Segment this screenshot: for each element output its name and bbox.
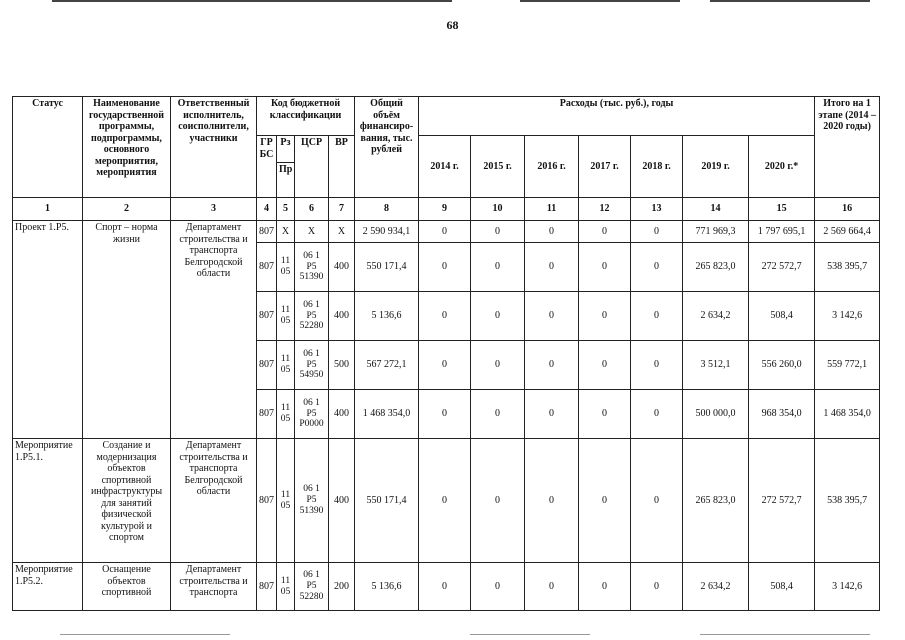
y2020-cell: 968 354,0 bbox=[749, 390, 815, 439]
header-year: 2014 г. bbox=[419, 136, 471, 198]
y2017-cell: 0 bbox=[579, 563, 631, 611]
y2020-cell: 508,4 bbox=[749, 563, 815, 611]
status-cell: Мероприятие 1.Р5.2. bbox=[13, 563, 83, 611]
vr-cell: 400 bbox=[329, 439, 355, 563]
y2016-cell: 0 bbox=[525, 439, 579, 563]
scan-edge-line bbox=[60, 634, 230, 635]
y2016-cell: 0 bbox=[525, 292, 579, 341]
y2015-cell: 0 bbox=[471, 243, 525, 292]
status-cell: Мероприятие 1.Р5.1. bbox=[13, 439, 83, 563]
y2019-cell: 265 823,0 bbox=[683, 439, 749, 563]
scan-edge-line bbox=[52, 0, 452, 2]
y2018-cell: 0 bbox=[631, 221, 683, 243]
y2014-cell: 0 bbox=[419, 563, 471, 611]
csr-cell: 06 1 Р5 Р0000 bbox=[295, 390, 329, 439]
total-cell: 1 468 354,0 bbox=[355, 390, 419, 439]
stage-total-cell: 2 569 664,4 bbox=[815, 221, 880, 243]
column-number: 5 bbox=[277, 198, 295, 221]
responsible-cell: Департамент строительства и транспорта Белгородской области bbox=[171, 221, 257, 439]
y2016-cell: 0 bbox=[525, 221, 579, 243]
name-cell: Спорт – норма жизни bbox=[83, 221, 171, 439]
y2017-cell: 0 bbox=[579, 439, 631, 563]
header-vr: ВР bbox=[329, 136, 355, 198]
y2015-cell: 0 bbox=[471, 563, 525, 611]
table-row bbox=[13, 563, 880, 611]
csr-cell: 06 1 Р5 51390 bbox=[295, 439, 329, 563]
header-grbs: ГР БС bbox=[257, 136, 277, 198]
y2017-cell: 0 bbox=[579, 341, 631, 390]
column-number: 1 bbox=[13, 198, 83, 221]
responsible-cell: Департамент строительства и транспорта Белгородской области bbox=[171, 439, 257, 563]
y2017-cell: 0 bbox=[579, 243, 631, 292]
total-cell: 5 136,6 bbox=[355, 563, 419, 611]
table-row bbox=[13, 439, 880, 563]
scan-edge-line bbox=[470, 634, 590, 635]
rz-cell: 11 05 bbox=[277, 563, 295, 611]
header-budget-code: Код бюджетной классификации bbox=[257, 97, 355, 136]
y2015-cell: 0 bbox=[471, 292, 525, 341]
grbs-cell: 807 bbox=[257, 221, 277, 243]
y2019-cell: 3 512,1 bbox=[683, 341, 749, 390]
y2020-cell: 272 572,7 bbox=[749, 243, 815, 292]
y2018-cell: 0 bbox=[631, 292, 683, 341]
name-cell: Оснащение объектов спортивной bbox=[83, 563, 171, 611]
rz-cell: 11 05 bbox=[277, 341, 295, 390]
grbs-cell: 807 bbox=[257, 390, 277, 439]
y2016-cell: 0 bbox=[525, 563, 579, 611]
y2020-cell: 1 797 695,1 bbox=[749, 221, 815, 243]
header-status: Статус bbox=[13, 97, 83, 198]
y2018-cell: 0 bbox=[631, 439, 683, 563]
header-name: Наименование государственной программы, подпрограммы, основного мероприятия, мероприятия bbox=[83, 97, 171, 198]
rz-cell: 11 05 bbox=[277, 390, 295, 439]
column-number: 15 bbox=[749, 198, 815, 221]
csr-cell: X bbox=[295, 221, 329, 243]
y2018-cell: 0 bbox=[631, 390, 683, 439]
column-number: 14 bbox=[683, 198, 749, 221]
vr-cell: 400 bbox=[329, 243, 355, 292]
y2020-cell: 272 572,7 bbox=[749, 439, 815, 563]
scan-edge-line bbox=[700, 634, 870, 635]
table-row bbox=[13, 221, 880, 243]
header-pr: Пр bbox=[277, 163, 295, 198]
y2018-cell: 0 bbox=[631, 563, 683, 611]
column-number: 3 bbox=[171, 198, 257, 221]
rz-cell: 11 05 bbox=[277, 243, 295, 292]
grbs-cell: 807 bbox=[257, 439, 277, 563]
total-cell: 550 171,4 bbox=[355, 439, 419, 563]
page-number: 68 bbox=[446, 18, 459, 32]
grbs-cell: 807 bbox=[257, 563, 277, 611]
grbs-cell: 807 bbox=[257, 292, 277, 341]
y2020-cell: 508,4 bbox=[749, 292, 815, 341]
total-cell: 567 272,1 bbox=[355, 341, 419, 390]
column-number: 9 bbox=[419, 198, 471, 221]
column-number: 12 bbox=[579, 198, 631, 221]
header-year: 2019 г. bbox=[683, 136, 749, 198]
header-rz: Рз bbox=[277, 136, 295, 163]
y2016-cell: 0 bbox=[525, 341, 579, 390]
header-csr: ЦСР bbox=[295, 136, 329, 198]
grbs-cell: 807 bbox=[257, 341, 277, 390]
header-year: 2018 г. bbox=[631, 136, 683, 198]
column-number: 4 bbox=[257, 198, 277, 221]
vr-cell: 400 bbox=[329, 292, 355, 341]
y2018-cell: 0 bbox=[631, 243, 683, 292]
stage-total-cell: 3 142,6 bbox=[815, 563, 880, 611]
y2017-cell: 0 bbox=[579, 390, 631, 439]
stage-total-cell: 3 142,6 bbox=[815, 292, 880, 341]
y2019-cell: 2 634,2 bbox=[683, 292, 749, 341]
header-expenses: Расходы (тыс. руб.), годы bbox=[419, 97, 815, 136]
budget-table bbox=[12, 96, 880, 611]
header-responsible: Ответственный исполнитель, соисполнители, участники bbox=[171, 97, 257, 198]
header-year: 2015 г. bbox=[471, 136, 525, 198]
rz-cell: 11 05 bbox=[277, 439, 295, 563]
header-year: 2017 г. bbox=[579, 136, 631, 198]
y2014-cell: 0 bbox=[419, 341, 471, 390]
y2018-cell: 0 bbox=[631, 341, 683, 390]
rz-cell: 11 05 bbox=[277, 292, 295, 341]
csr-cell: 06 1 Р5 51390 bbox=[295, 243, 329, 292]
column-number: 16 bbox=[815, 198, 880, 221]
y2015-cell: 0 bbox=[471, 390, 525, 439]
vr-cell: 500 bbox=[329, 341, 355, 390]
scan-edge-line bbox=[520, 0, 680, 2]
y2015-cell: 0 bbox=[471, 221, 525, 243]
header-total: Общий объём финансиро-вания, тыс. рублей bbox=[355, 97, 419, 198]
header-stage-total: Итого на 1 этапе (2014 – 2020 годы) bbox=[815, 97, 880, 198]
y2017-cell: 0 bbox=[579, 292, 631, 341]
total-cell: 550 171,4 bbox=[355, 243, 419, 292]
vr-cell: X bbox=[329, 221, 355, 243]
column-number: 13 bbox=[631, 198, 683, 221]
column-number: 6 bbox=[295, 198, 329, 221]
column-number: 8 bbox=[355, 198, 419, 221]
y2015-cell: 0 bbox=[471, 439, 525, 563]
header-year: 2016 г. bbox=[525, 136, 579, 198]
y2014-cell: 0 bbox=[419, 292, 471, 341]
stage-total-cell: 1 468 354,0 bbox=[815, 390, 880, 439]
total-cell: 2 590 934,1 bbox=[355, 221, 419, 243]
vr-cell: 400 bbox=[329, 390, 355, 439]
status-cell: Проект 1.Р5. bbox=[13, 221, 83, 439]
y2019-cell: 2 634,2 bbox=[683, 563, 749, 611]
column-number: 7 bbox=[329, 198, 355, 221]
stage-total-cell: 559 772,1 bbox=[815, 341, 880, 390]
column-number: 2 bbox=[83, 198, 171, 221]
vr-cell: 200 bbox=[329, 563, 355, 611]
rz-cell: X bbox=[277, 221, 295, 243]
csr-cell: 06 1 Р5 54950 bbox=[295, 341, 329, 390]
y2019-cell: 500 000,0 bbox=[683, 390, 749, 439]
y2014-cell: 0 bbox=[419, 439, 471, 563]
csr-cell: 06 1 Р5 52280 bbox=[295, 292, 329, 341]
grbs-cell: 807 bbox=[257, 243, 277, 292]
y2014-cell: 0 bbox=[419, 243, 471, 292]
stage-total-cell: 538 395,7 bbox=[815, 243, 880, 292]
y2015-cell: 0 bbox=[471, 341, 525, 390]
scan-edge-line bbox=[710, 0, 870, 2]
y2019-cell: 771 969,3 bbox=[683, 221, 749, 243]
column-number: 10 bbox=[471, 198, 525, 221]
y2020-cell: 556 260,0 bbox=[749, 341, 815, 390]
total-cell: 5 136,6 bbox=[355, 292, 419, 341]
y2019-cell: 265 823,0 bbox=[683, 243, 749, 292]
csr-cell: 06 1 Р5 52280 bbox=[295, 563, 329, 611]
y2016-cell: 0 bbox=[525, 243, 579, 292]
header-year: 2020 г.* bbox=[749, 136, 815, 198]
y2017-cell: 0 bbox=[579, 221, 631, 243]
y2014-cell: 0 bbox=[419, 390, 471, 439]
y2016-cell: 0 bbox=[525, 390, 579, 439]
responsible-cell: Департамент строительства и транспорта bbox=[171, 563, 257, 611]
name-cell: Создание и модернизация объектов спортивной инфраструктуры для занятий физической культурой и спортом bbox=[83, 439, 171, 563]
y2014-cell: 0 bbox=[419, 221, 471, 243]
column-number: 11 bbox=[525, 198, 579, 221]
stage-total-cell: 538 395,7 bbox=[815, 439, 880, 563]
